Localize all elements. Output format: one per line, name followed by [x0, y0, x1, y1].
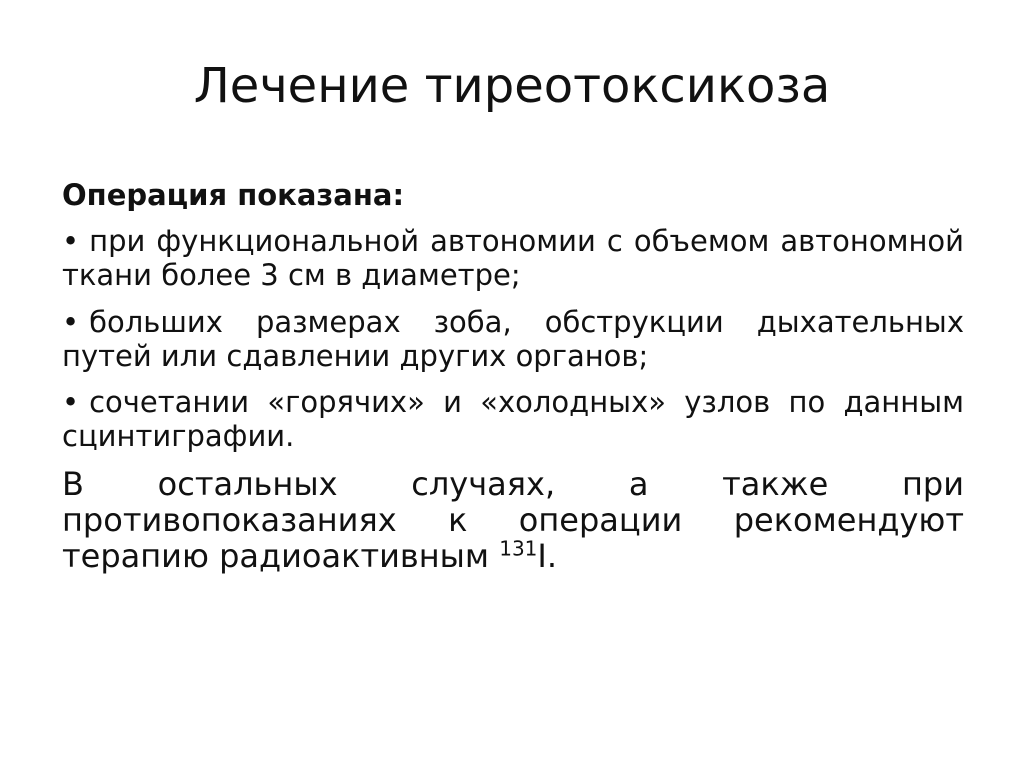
bullet-text: при функциональной автономии с объемом автономной ткани более 3 см в диаметре; [62, 224, 964, 293]
bullet-marker: • [62, 385, 80, 420]
bullet-text: больших размерах зоба, обструкции дыхательных путей или сдавлении других органов; [62, 304, 964, 373]
subheading: Операция показана: [62, 178, 405, 212]
bullet-marker: • [62, 304, 80, 339]
bullet-item [62, 305, 964, 373]
closing-paragraph [62, 466, 964, 574]
bullet-item [62, 224, 964, 292]
slide-content [62, 178, 964, 586]
bullet-item [62, 385, 964, 453]
bullet-text: сочетании «горячих» и «холодных» узлов по данным сцинтиграфии. [62, 385, 964, 454]
isotope-symbol: I. [537, 536, 558, 575]
bullet-marker: • [62, 224, 80, 259]
closing-text: В остальных случаях, а также при противопоказаниях к операции рекомендуют терапию радиоактивным [62, 464, 964, 575]
slide-title: Лечение тиреотоксикоза [193, 58, 831, 114]
isotope-superscript: 131 [499, 536, 538, 561]
